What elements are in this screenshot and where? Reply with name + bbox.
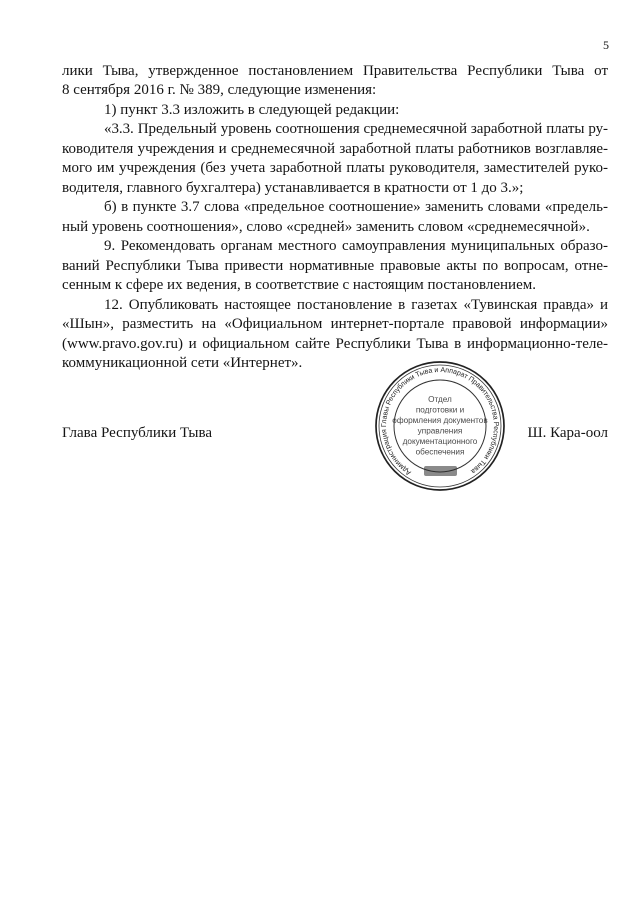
- signer-title: Глава Республики Тыва: [62, 425, 213, 441]
- stamp-center-line: обеспечения: [415, 447, 465, 457]
- paragraph-subitem-1: [62, 101, 608, 120]
- document-body: [62, 62, 608, 374]
- body-line: «Шын», разместить на «Официальном интернет-портале правовой информации»: [62, 316, 608, 333]
- paragraph-subitem-b: [62, 198, 608, 237]
- official-stamp: [370, 358, 510, 496]
- body-line: сенным к сфере их ведения, в соответствие с настоящим постановлением.: [62, 277, 536, 294]
- body-line: коммуникационной сети «Интернет».: [62, 355, 303, 372]
- page-number: 5: [603, 38, 609, 52]
- body-line: б) в пункте 3.7 слова «предельное соотношение» заменить словами «предель-: [104, 199, 608, 216]
- body-line: ководителя учреждения и среднемесячной заработной платы работников возглавляе-: [62, 140, 608, 157]
- stamp-center-line: документационного: [402, 437, 478, 446]
- stamp-center-line: подготовки и: [415, 405, 465, 415]
- paragraph-item-12: [62, 296, 608, 374]
- body-line: 1) пункт 3.3 изложить в следующей редакции:: [104, 101, 400, 118]
- body-line: 8 сентября 2016 г. № 389, следующие изменения:: [62, 82, 377, 99]
- body-line: 9. Рекомендовать органам местного самоуправления муниципальных образо-: [104, 238, 608, 255]
- paragraph-item-9: [62, 237, 608, 295]
- body-line: лики Тыва, утвержденное постановлением Правительства Республики Тыва от: [62, 63, 608, 79]
- stamp-smudge: [424, 466, 457, 476]
- paragraph-quote-3-3: [62, 120, 608, 198]
- stamp-center-line: управления: [417, 426, 463, 436]
- body-line: (www.pravo.gov.ru) и официальном сайте Республики Тыва в информационно-теле-: [62, 335, 608, 352]
- body-line: 12. Опубликовать настоящее постановление в газетах «Тувинская правда» и: [104, 296, 608, 313]
- stamp-center-line: оформления документов: [392, 416, 488, 425]
- body-line: ваний Республики Тыва привести нормативные правовые акты по вопросам, отне-: [62, 257, 608, 274]
- body-line: водителя, главного бухгалтера) устанавливается в кратности от 1 до 3.»;: [62, 179, 524, 196]
- body-line: ный уровень соотношения», слово «средней» заменить словом «среднемесячной».: [62, 218, 590, 235]
- paragraph-continued: [62, 62, 608, 101]
- stamp-ring-text-path: Администрация Главы Республики Тыва и Аппарат Правительства Республики Тыва: [378, 364, 502, 478]
- signer-name: Ш. Кара-оол: [527, 425, 608, 441]
- body-line: мого им учреждения (без учета заработной платы руководителя, заместителей руко-: [62, 160, 608, 177]
- body-line: «3.3. Предельный уровень соотношения среднемесячной заработной платы ру-: [104, 121, 608, 138]
- stamp-center-line: Отдел: [428, 395, 452, 404]
